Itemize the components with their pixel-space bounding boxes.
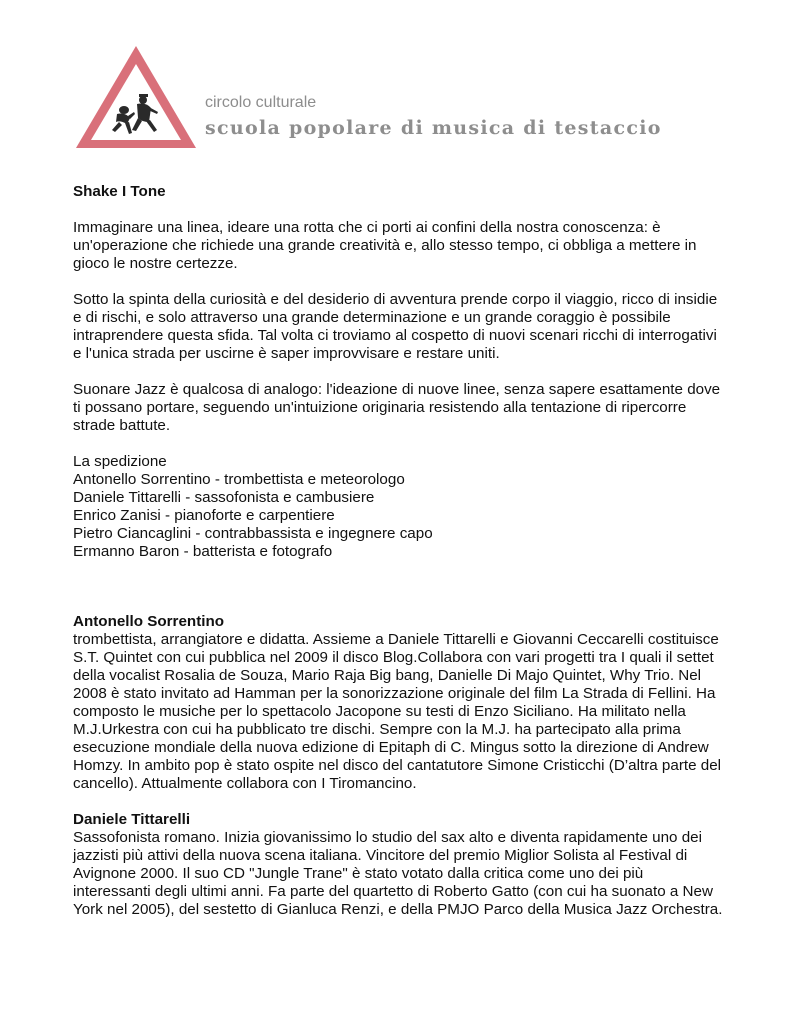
intro-paragraph-3: Suonare Jazz è qualcosa di analogo: l'ideazione di nuove linee, senza sapere esattamente dove ti possano portare, seguendo un'intuizione originaria resistendo alla tentazione di ripercorre strade battute.	[73, 381, 721, 434]
lineup-item: Enrico Zanisi - pianoforte e carpentiere	[73, 507, 335, 524]
document-title: Shake I Tone	[73, 183, 166, 200]
lineup-item: Daniele Tittarelli - sassofonista e cambusiere	[73, 489, 375, 506]
letterhead	[72, 42, 712, 152]
section-spacer	[73, 579, 723, 613]
lineup-heading: La spedizione	[73, 453, 167, 470]
bio-name: Daniele Tittarelli	[73, 811, 191, 828]
lineup-section	[73, 453, 723, 561]
lineup-item: Antonello Sorrentino - trombettista e meteorologo	[73, 471, 405, 488]
bio-section	[73, 613, 723, 793]
intro-paragraph-2: Sotto la spinta della curiosità e del desiderio di avventura prende corpo il viaggio, ricco di insidie e di rischi, e solo attraverso una grande determinazione e un grande coraggio è possibile intraprendere questa sfida. Tal volta ci troviamo al cospetto di nuovi scenari ricchi di interrogativi e l'unica strada per uscirne è saper improvvisare e restare uniti.	[73, 291, 718, 362]
lineup-item: Pietro Ciancaglini - contrabbassista e ingegnere capo	[73, 525, 433, 542]
bio-text: Sassofonista romano. Inizia giovanissimo lo studio del sax alto e diventa rapidamente uno dei jazzisti più attivi della nuova scena italiana. Vincitore del premio Miglior Solista al Festival di Avignone 2000. Il suo CD "Jungle Trane" è stato votato dalla critica come uno dei più interessanti degli ultimi anni. Fa parte del quartetto di Roberto Gatto (con cui ha suonato a New York nel 2005), del sestetto di Gianluca Renzi, e della PMJO Parco della Musica Jazz Orchestra.	[73, 829, 723, 918]
bio-text: trombettista, arrangiatore e didatta. Assieme a Daniele Tittarelli e Giovanni Ceccarelli costituisce S.T. Quintet con cui pubblica nel 2009 il disco Blog.Collabora con vari progetti tra I quali il settet della vocalist Rosalia de Souza, Mario Raja Big bang, Danielle Di Majo Quintet, Why Trio. Nel 2008 è stato invitato ad Hamman per la sonorizzazione originale del film La Strada di Fellini. Ha composto le musiche per lo spettacolo Jacopone su testi di Enzo Siciliano. Ha militato nella M.J.Urkestra con cui ha pubblicato tre dischi. Sempre con la M.J. ha partecipato alla prima esecuzione mondiale della nuova edizione di Epitaph di C. Mingus sotto la direzione di Andrew Homzy. In ambito pop è stato ospite nel disco del cantatutore Simone Cristicchi (D’altra parte del cancello). Attualmente collabora con I Tiromancino.	[73, 631, 722, 792]
intro-paragraph-1: Immaginare una linea, ideare una rotta che ci porti ai confini della nostra conoscenza: è un'operazione che richiede una grande creatività e, allo stesso tempo, ci obbliga a mettere in gioco le nostre certezze.	[73, 219, 697, 272]
bio-section	[73, 811, 723, 919]
org-name: scuola popolare di musica di testaccio	[205, 117, 662, 139]
warning-triangle-logo-icon	[72, 42, 200, 152]
bio-name: Antonello Sorrentino	[73, 613, 225, 630]
document-body	[73, 183, 723, 937]
lineup-item: Ermanno Baron - batterista e fotografo	[73, 543, 333, 560]
org-subtitle: circolo culturale	[205, 94, 317, 111]
